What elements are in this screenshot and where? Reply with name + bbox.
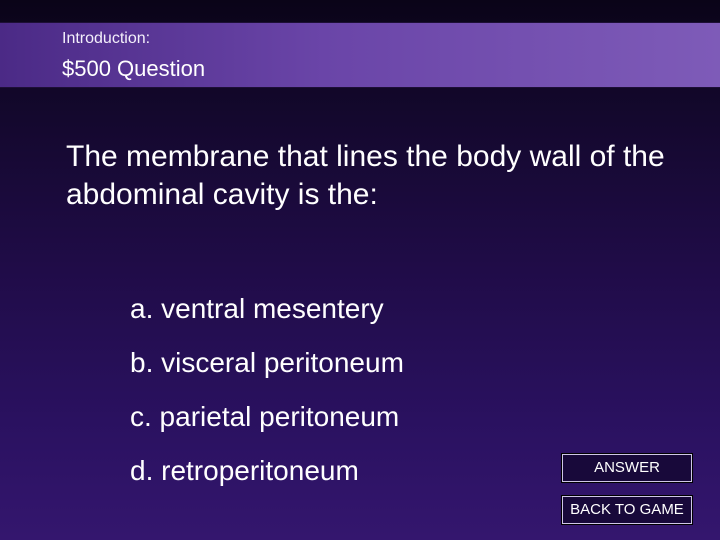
- option-c: c. parietal peritoneum: [130, 401, 400, 432]
- option-a: a. ventral mesentery: [130, 293, 384, 324]
- answer-options-list: [130, 282, 404, 498]
- option-b: b. visceral peritoneum: [130, 347, 404, 378]
- category-label: Introduction:: [62, 30, 151, 47]
- question-text: The membrane that lines the body wall of the abdominal cavity is the:: [66, 140, 665, 211]
- question-value-title: $500 Question: [62, 56, 206, 81]
- option-d: d. retroperitoneum: [130, 455, 359, 486]
- answer-button[interactable]: ANSWER: [562, 454, 692, 482]
- back-to-game-button[interactable]: BACK TO GAME: [562, 496, 692, 524]
